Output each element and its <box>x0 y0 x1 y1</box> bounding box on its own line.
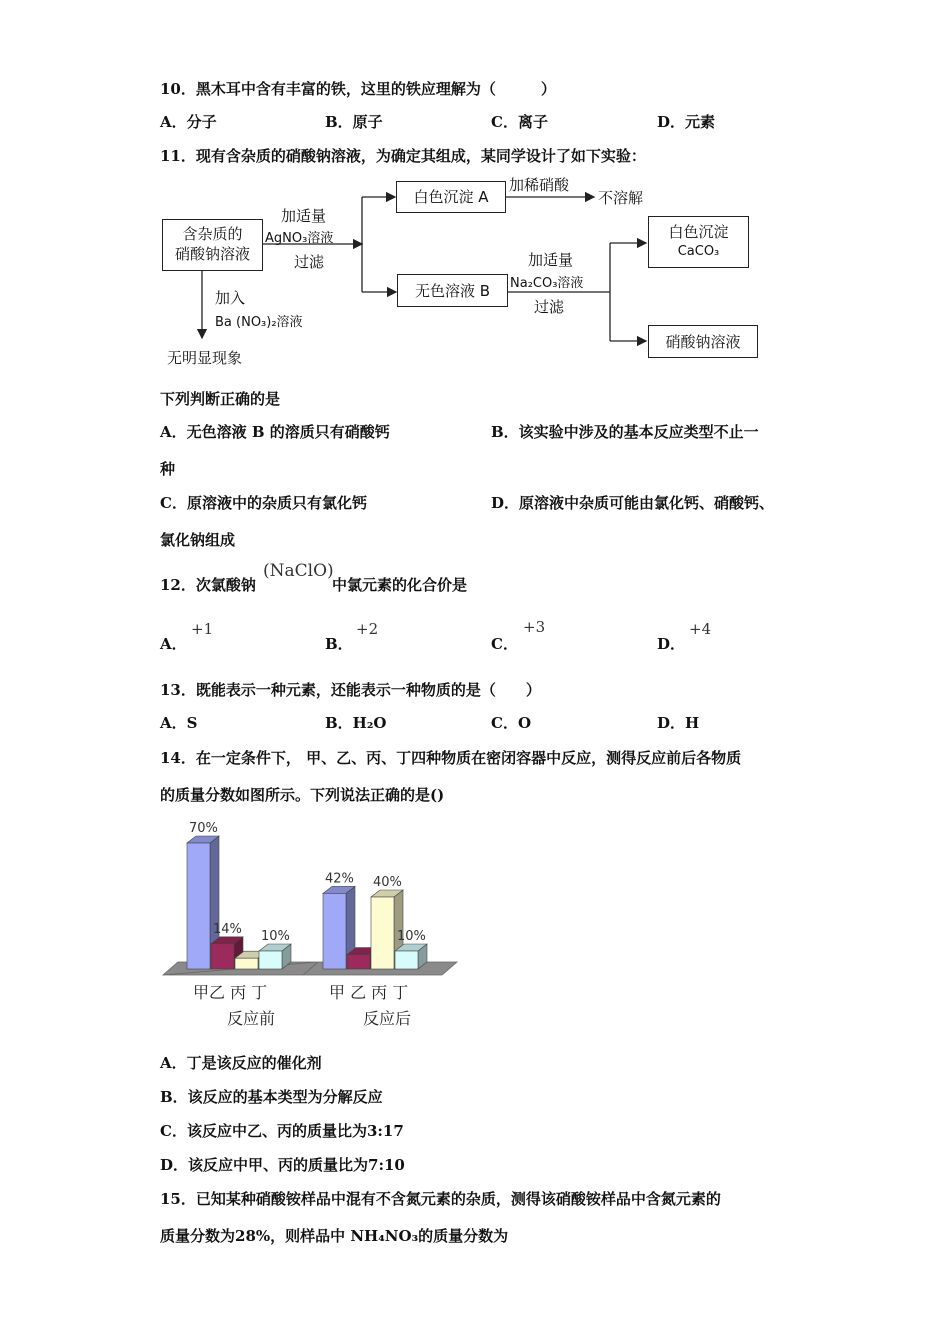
bar-反应前-丁 <box>259 944 291 969</box>
q12-option-d: D． <box>657 635 686 653</box>
q14-stem-line2: 的质量分数如图所示。下列说法正确的是() <box>160 786 445 804</box>
caco3-line1: 白色沉淀 <box>668 223 729 241</box>
q14-option-c: C．该反应中乙、丙的质量比为3:17 <box>160 1122 404 1140</box>
q11-option-a: A．无色溶液 B 的溶质只有硝酸钙 <box>160 423 390 441</box>
q15-stem-line1: 15．已知某种硝酸铵样品中混有不含氮元素的杂质，测得该硝酸铵样品中含氮元素的 <box>160 1190 721 1208</box>
q11-option-c: C．原溶液中的杂质只有氯化钙 <box>160 494 367 512</box>
q12-stem-b: 中氯元素的化合价是 <box>332 576 468 594</box>
start-solution-line2: 硝酸钠溶液 <box>174 245 250 263</box>
q12-option-b: B． <box>325 635 353 653</box>
q14-stem-line1: 14．在一定条件下， 甲、乙、丙、丁四种物质在密闭容器中反应，测得反应前后各物质 <box>160 749 742 767</box>
step1-label3: 过滤 <box>294 253 325 271</box>
axis-categories-反应前: 甲乙 丙 丁 <box>193 983 268 1002</box>
insoluble-label: 不溶解 <box>598 189 644 207</box>
solution-b-box: 无色溶液 B <box>397 274 508 307</box>
q13-option-d: D．H <box>657 714 700 732</box>
q13-option-c: C．O <box>491 714 532 732</box>
q14-option-a: A．丁是该反应的催化剂 <box>160 1054 322 1072</box>
q12-option-c-value: +3 <box>523 618 546 636</box>
q10-option-c: C．离子 <box>491 113 548 131</box>
q14-option-d: D．该反应中甲、丙的质量比为7:10 <box>160 1156 405 1174</box>
q13-option-b: B．H₂O <box>325 714 387 732</box>
start-solution-line1: 含杂质的 <box>182 225 243 243</box>
caco3-line2: CaCO₃ <box>677 244 720 259</box>
step1-label1: 加适量 <box>281 207 327 225</box>
precipitate-a-box: 白色沉淀 A <box>396 181 506 213</box>
step2-label3: 过滤 <box>534 298 565 316</box>
q15-stem-line2: 质量分数为28%，则样品中 NH₄NO₃的质量分数为 <box>160 1227 509 1245</box>
q10-option-b: B．原子 <box>325 113 383 131</box>
q10-option-a: A．分子 <box>160 113 217 131</box>
add-label1: 加入 <box>215 289 246 307</box>
add-label2: Ba (NO₃)₂溶液 <box>215 315 303 330</box>
q13-option-a: A．S <box>160 714 198 732</box>
q12-option-a: A． <box>160 635 187 653</box>
q11-option-b-line1: B．该实验中涉及的基本反应类型不止一 <box>491 423 759 441</box>
data-label-反应前-乙: 14% <box>213 921 242 937</box>
q11-option-b-line2: 种 <box>160 460 176 478</box>
bar-反应后-丁 <box>395 944 427 969</box>
q11-option-d-line1: D．原溶液中杂质可能由氯化钙、硝酸钙、 <box>491 494 775 512</box>
data-label-反应后-丁: 10% <box>397 929 426 944</box>
q12-option-c: C． <box>491 635 518 653</box>
q12-option-d-value: +4 <box>689 620 712 638</box>
q12-stem-a: 12．次氯酸钠 <box>160 576 256 594</box>
step2-label2: Na₂CO₃溶液 <box>510 276 584 291</box>
step1-label2: AgNO₃溶液 <box>265 231 334 246</box>
data-label-反应前-甲: 70% <box>189 821 218 836</box>
q10-option-d: D．元素 <box>657 113 716 131</box>
q10-stem: 10．黑木耳中含有丰富的铁，这里的铁应理解为（ ） <box>160 80 556 98</box>
group-label-反应后: 反应后 <box>363 1009 412 1028</box>
step2-label1: 加适量 <box>528 251 574 269</box>
data-label-反应后-丙: 40% <box>373 875 402 890</box>
q11-stem: 11．现有含杂质的硝酸钠溶液，为确定其组成，某同学设计了如下实验： <box>160 147 646 165</box>
data-label-反应前-丁: 10% <box>261 929 290 944</box>
q12-option-b-value: +2 <box>356 620 379 638</box>
q12-formula: (NaClO) <box>263 561 334 581</box>
q11-prompt: 下列判断正确的是 <box>160 390 281 408</box>
q12-option-a-value: +1 <box>191 620 214 638</box>
group-label-反应前: 反应前 <box>227 1009 276 1028</box>
axis-categories-反应后: 甲 乙 丙 丁 <box>329 983 409 1002</box>
data-label-反应后-甲: 42% <box>325 871 354 887</box>
q14-option-b: B．该反应的基本类型为分解反应 <box>160 1088 383 1106</box>
q11-option-d-line2: 氯化钠组成 <box>160 531 236 549</box>
q13-stem: 13．既能表示一种元素，还能表示一种物质的是（ ） <box>160 681 541 699</box>
acid-label: 加稀硝酸 <box>509 176 570 194</box>
no-change-label: 无明显现象 <box>167 349 243 367</box>
nano3-box: 硝酸钠溶液 <box>648 325 758 358</box>
